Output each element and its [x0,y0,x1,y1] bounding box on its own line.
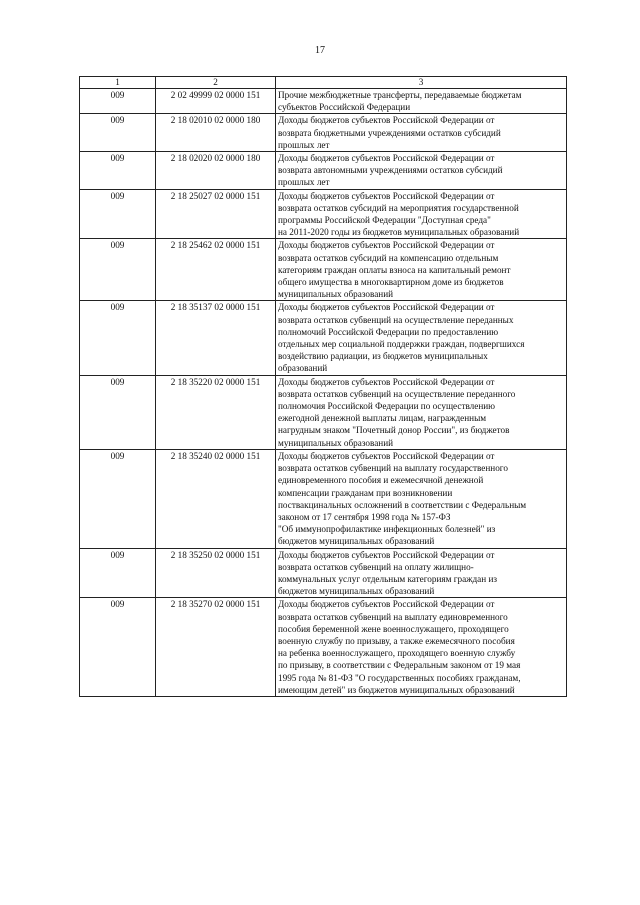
description-line: прошлых лет [278,177,330,188]
column-header-description: 3 [276,77,567,89]
description-line: поствакцинальных осложнений в соответствии с Федеральным [278,499,527,510]
admin-code-cell: 009 [80,89,156,114]
description-line: Доходы бюджетов субъектов Российской Федерации от [278,153,495,164]
description-line: полномочия Российской Федерации по осуществлению [278,401,496,412]
table-row [80,89,567,114]
description-line: возврата автономными учреждениями остатков субсидий [278,165,503,176]
description-line: "Об иммунопрофилактике инфекционных болезней" из [278,524,496,535]
column-header-code: 2 [156,77,276,89]
description-line: пособия беременной жене военнослужащего, проходящего [278,623,509,634]
budget-classification-code-cell: 2 18 02010 02 0000 180 [156,114,276,152]
description-line: возврата остатков субвенций на оплату жилищно- [278,561,474,572]
description-line: Доходы бюджетов субъектов Российской Федерации от [278,115,495,126]
table-row [80,114,567,152]
table-row [80,449,567,548]
description-line: возврата остатков субвенций на выплату единовременного [278,611,508,622]
admin-code-cell: 009 [80,548,156,598]
description-line: нагрудным знаком "Почетный донор России", из бюджетов [278,425,510,436]
description-line: отдельных мер социальной поддержки граждан, подвергшихся [278,339,525,350]
table-row [80,152,567,190]
description-line: военную службу по призыву, а также ежемесячного пособия [278,635,515,646]
budget-classification-code-cell: 2 18 35270 02 0000 151 [156,598,276,697]
description-line: единовременного пособия и ежемесячной денежной [278,475,484,486]
description-line: образований [278,363,328,374]
description-line: коммунальных услуг отдельным категориям граждан из [278,573,498,584]
description-line: Доходы бюджетов субъектов Российской Федерации от [278,599,495,610]
table-body [80,89,567,697]
description-line: категориям граждан оплаты взноса на капитальный ремонт [278,264,511,275]
revenue-description-cell [276,598,567,697]
description-line: возврата бюджетными учреждениями остатков субсидий [278,127,501,138]
revenue-description-cell [276,89,567,114]
table-row [80,301,567,375]
revenue-description-cell [276,239,567,301]
description-line: субъектов Российской Федерации [278,102,411,113]
description-line: ежегодной денежной выплаты лицам, награжденным [278,413,487,424]
admin-code-cell: 009 [80,598,156,697]
description-line: Доходы бюджетов субъектов Российской Федерации от [278,302,495,313]
table-row [80,239,567,301]
table-header [80,77,567,89]
table-row [80,548,567,598]
table-row [80,189,567,239]
table-row [80,375,567,449]
revenue-description-cell [276,375,567,449]
description-line: по призыву, в соответствии с Федеральным законом от 19 мая [278,660,521,671]
budget-classification-code-cell: 2 18 35240 02 0000 151 [156,449,276,548]
table-row [80,598,567,697]
budget-classification-code-cell: 2 18 35137 02 0000 151 [156,301,276,375]
description-line: возврата остатков субвенций на осуществление переданного [278,388,516,399]
description-line: бюджетов муниципальных образований [278,536,435,547]
admin-code-cell: 009 [80,449,156,548]
description-line: возврата остатков субвенций на выплату государственного [278,463,508,474]
description-line: на 2011-2020 годы из бюджетов муниципальных образований [278,227,520,238]
column-number-row [80,77,567,89]
budget-classification-code-cell: 2 18 25462 02 0000 151 [156,239,276,301]
description-line: Доходы бюджетов субъектов Российской Федерации от [278,549,495,560]
description-line: Доходы бюджетов субъектов Российской Федерации от [278,376,495,387]
description-line: муниципальных образований [278,437,394,448]
description-line: 1995 года № 81-ФЗ "О государственных пособиях гражданам, [278,672,521,683]
revenue-description-cell [276,189,567,239]
budget-classification-code-cell: 2 18 35250 02 0000 151 [156,548,276,598]
page-number: 17 [315,45,325,56]
description-line: возврата остатков субсидий на компенсацию отдельным [278,252,499,263]
revenue-description-cell [276,301,567,375]
description-line: общего имущества в многоквартирном доме из бюджетов [278,277,504,288]
description-line: бюджетов муниципальных образований [278,586,435,597]
admin-code-cell: 009 [80,114,156,152]
column-header-admin: 1 [80,77,156,89]
description-line: Доходы бюджетов субъектов Российской Федерации от [278,190,495,201]
revenue-codes-table [79,76,567,697]
description-line: возврата остатков субвенций на осуществление переданных [278,314,514,325]
description-line: на ребенка военнослужащего, проходящего военную службу [278,648,516,659]
description-line: Доходы бюджетов субъектов Российской Федерации от [278,240,495,251]
description-line: возврата остатков субсидий на мероприятия государственной [278,202,519,213]
description-line: законом от 17 сентября 1998 года № 157-ФЗ [278,511,451,522]
budget-classification-code-cell: 2 18 35220 02 0000 151 [156,375,276,449]
admin-code-cell: 009 [80,239,156,301]
admin-code-cell: 009 [80,189,156,239]
description-line: Доходы бюджетов субъектов Российской Федерации от [278,450,495,461]
description-line: компенсации гражданам при возникновении [278,487,453,498]
revenue-description-cell [276,152,567,190]
revenue-description-cell [276,548,567,598]
description-line: имеющим детей" из бюджетов муниципальных образований [278,684,515,695]
revenue-description-cell [276,114,567,152]
budget-classification-code-cell: 2 18 25027 02 0000 151 [156,189,276,239]
description-line: полномочий Российской Федерации по предоставлению [278,326,499,337]
description-line: прошлых лет [278,139,330,150]
description-line: муниципальных образований [278,289,394,300]
admin-code-cell: 009 [80,301,156,375]
revenue-description-cell [276,449,567,548]
budget-classification-code-cell: 2 02 49999 02 0000 151 [156,89,276,114]
description-line: воздействию радиации, из бюджетов муниципальных [278,351,488,362]
admin-code-cell: 009 [80,375,156,449]
description-line: Прочие межбюджетные трансферты, передаваемые бюджетам [278,90,522,100]
budget-classification-code-cell: 2 18 02020 02 0000 180 [156,152,276,190]
admin-code-cell: 009 [80,152,156,190]
description-line: программы Российской Федерации "Доступная среда" [278,215,491,226]
